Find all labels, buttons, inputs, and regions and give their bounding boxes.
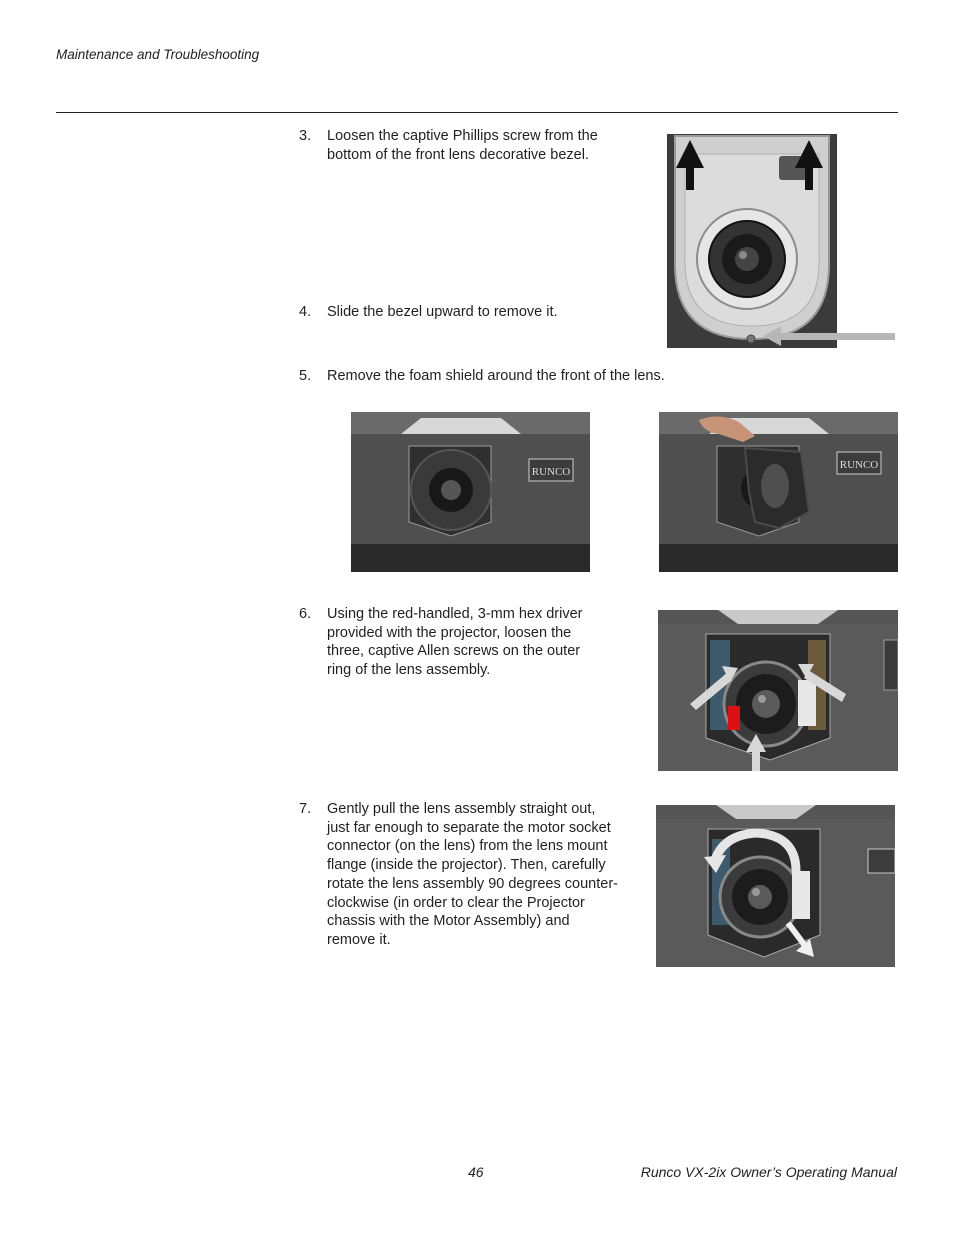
step-number: 4.: [299, 304, 312, 320]
step-number: 3.: [299, 128, 312, 144]
page-number: 46: [468, 1164, 484, 1180]
manual-title: Runco VX-2ix Owner’s Operating Manual: [640, 1164, 897, 1180]
rotate-lens-photo: [656, 805, 895, 967]
foam-shield-photo-2: [659, 412, 898, 572]
step-number: 6.: [299, 606, 312, 622]
runco-logo: RUNCO: [839, 459, 879, 471]
step-number: 7.: [299, 801, 312, 817]
runco-logo: RUNCO: [531, 466, 571, 478]
step-number: 5.: [299, 368, 312, 384]
allen-screws-photo: [658, 610, 898, 771]
foam-shield-photo-1: [351, 412, 590, 572]
bezel-photo: [667, 134, 897, 348]
step-text: Using the red-handled, 3-mm hex driver provided with the projector, loosen the three, captive Allen screws on the outer ring of the lens assembly.: [327, 606, 583, 679]
step-text: Loosen the captive Phillips screw from the bottom of the front lens decorative bezel.: [327, 128, 598, 163]
step-text: Slide the bezel upward to remove it.: [327, 304, 558, 320]
header-rule: [56, 112, 898, 113]
step-text: Remove the foam shield around the front of the lens.: [327, 368, 665, 384]
step-text: Gently pull the lens assembly straight out, just far enough to separate the motor socket connector (on the lens) from the lens mount flange (inside the projector). Then, carefully rotate the lens assembly 90 degrees counter-clockwise (in order to clear the Projector chassis with the Motor Assembly) and remove it.: [327, 801, 618, 948]
section-title: Maintenance and Troubleshooting: [56, 47, 260, 62]
